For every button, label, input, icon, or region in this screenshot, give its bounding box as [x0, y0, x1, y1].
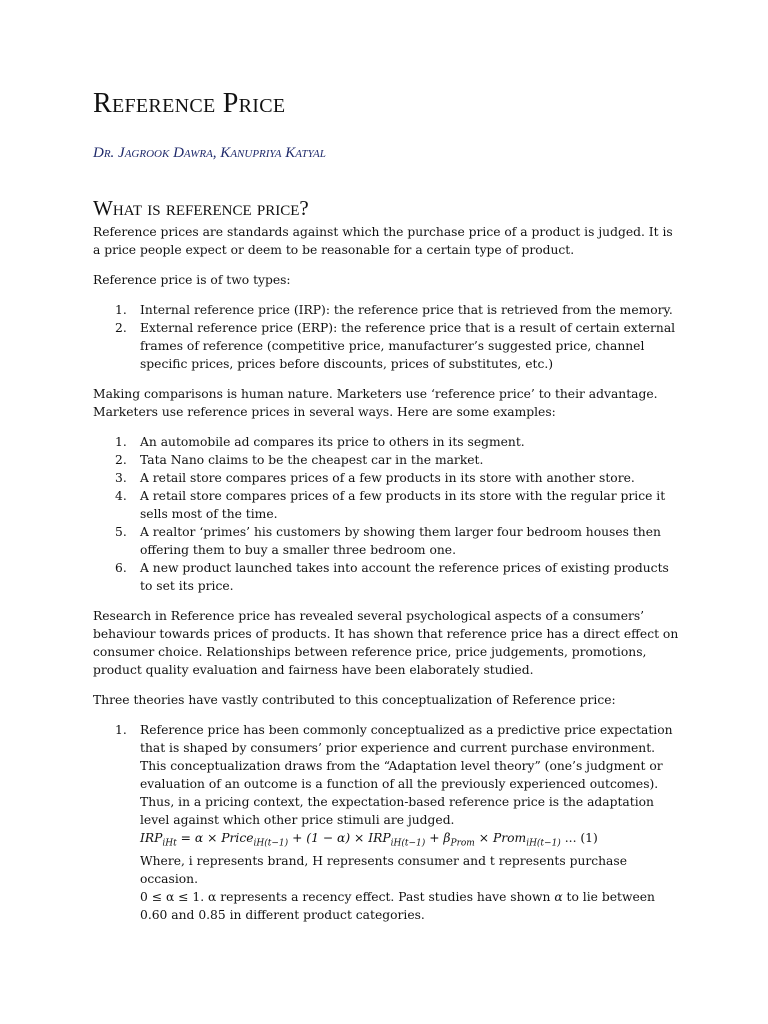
list-item — [93, 319, 683, 373]
recency-text: 0 ≤ α ≤ 1. α represents a recency effect. Past studies have shown — [140, 890, 551, 905]
list-item — [93, 301, 683, 319]
theories-list — [93, 721, 683, 924]
list-text: A retail store compares prices of a few products in its store with the regular price it sells most of the time. — [140, 489, 666, 521]
list-text: Tata Nano claims to be the cheapest car in the market. — [140, 453, 484, 467]
document-body — [93, 223, 683, 936]
types-list — [93, 301, 683, 373]
list-number: 1. — [115, 723, 127, 737]
authors: Dr. Jagrook Dawra, Kanupriya Katyal — [93, 145, 326, 161]
list-item — [93, 559, 683, 595]
document-title: Reference Price — [93, 88, 286, 119]
list-number: 5. — [115, 525, 127, 539]
list-text: An automobile ad compares its price to others in its segment. — [140, 435, 525, 449]
list-number: 6. — [115, 561, 127, 575]
types-intro: Reference price is of two types: — [93, 273, 291, 287]
theories-intro: Three theories have vastly contributed to this conceptualization of Reference price: — [93, 693, 616, 707]
alpha-symbol: α — [554, 890, 563, 905]
intro-paragraph: Reference prices are standards against which the purchase price of a product is judged. It is a price people expect or deem to be reasonable for a certain type of product. — [93, 225, 673, 257]
where-text: Where, i represents brand, H represents consumer and t represents purchase occasion. — [140, 854, 627, 887]
examples-list — [93, 433, 683, 595]
list-item — [93, 451, 683, 469]
list-text: Internal reference price (IRP): the reference price that is retrieved from the memory. — [140, 303, 673, 317]
research-paragraph: Research in Reference price has revealed several psychological aspects of a consumers’ behaviour towards prices of products. It has shown that reference price has a direct effect on consumer choice. Relationships between reference price, price judgements, promotions, product quality evaluation and fairness have been elaborately studied. — [93, 609, 679, 677]
list-text: A new product launched takes into account the reference prices of existing products to set its price. — [140, 561, 669, 593]
equation-label: ... (1) — [564, 831, 598, 845]
list-number: 3. — [115, 471, 127, 485]
recency-text-end: to lie between 0.60 and 0.85 in different product categories. — [140, 890, 655, 923]
list-text: A realtor ‘primes’ his customers by showing them larger four bedroom houses then offering them to buy a smaller three bedroom one. — [140, 525, 661, 557]
list-item — [93, 487, 683, 523]
list-text: External reference price (ERP): the reference price that is a result of certain external frames of reference (competitive price, manufacturer’s suggested price, channel specific prices, prices before discounts, prices of substitutes, etc.) — [140, 321, 676, 371]
list-item — [93, 721, 683, 924]
comparisons-paragraph: Making comparisons is human nature. Marketers use ‘reference price’ to their advantage. Marketers use reference prices in several ways. Here are some examples: — [93, 387, 658, 419]
list-number: 2. — [115, 453, 127, 467]
equation: $IRP_{iHt} = \alpha$ × Price$_{iH(t-1)}$ + $(1 - \alpha) \times IRP_{iH(t-1)} + \beta_{Prom}$ × Prom$_{iH(t-1)}$ — [140, 831, 561, 849]
section-heading: What is reference price? — [93, 196, 309, 220]
theory-text: Reference price has been commonly conceptualized as a predictive price expectation that is shaped by consumers’ prior experience and current purchase environment. This conceptualization draws from the “Adaptation level theory” (one’s judgment or evaluation of an outcome is a function of all the previously experienced outcomes). Thus, in a pricing context, the expectation-based reference price is the adaptation level against which other price stimuli are judged. — [140, 723, 673, 827]
list-number: 4. — [115, 489, 127, 503]
list-text: A retail store compares prices of a few products in its store with another store. — [140, 471, 635, 485]
list-item — [93, 433, 683, 451]
list-item — [93, 469, 683, 487]
list-number: 1. — [115, 435, 127, 449]
list-item — [93, 523, 683, 559]
list-number: 2. — [115, 321, 127, 335]
list-number: 1. — [115, 303, 127, 317]
